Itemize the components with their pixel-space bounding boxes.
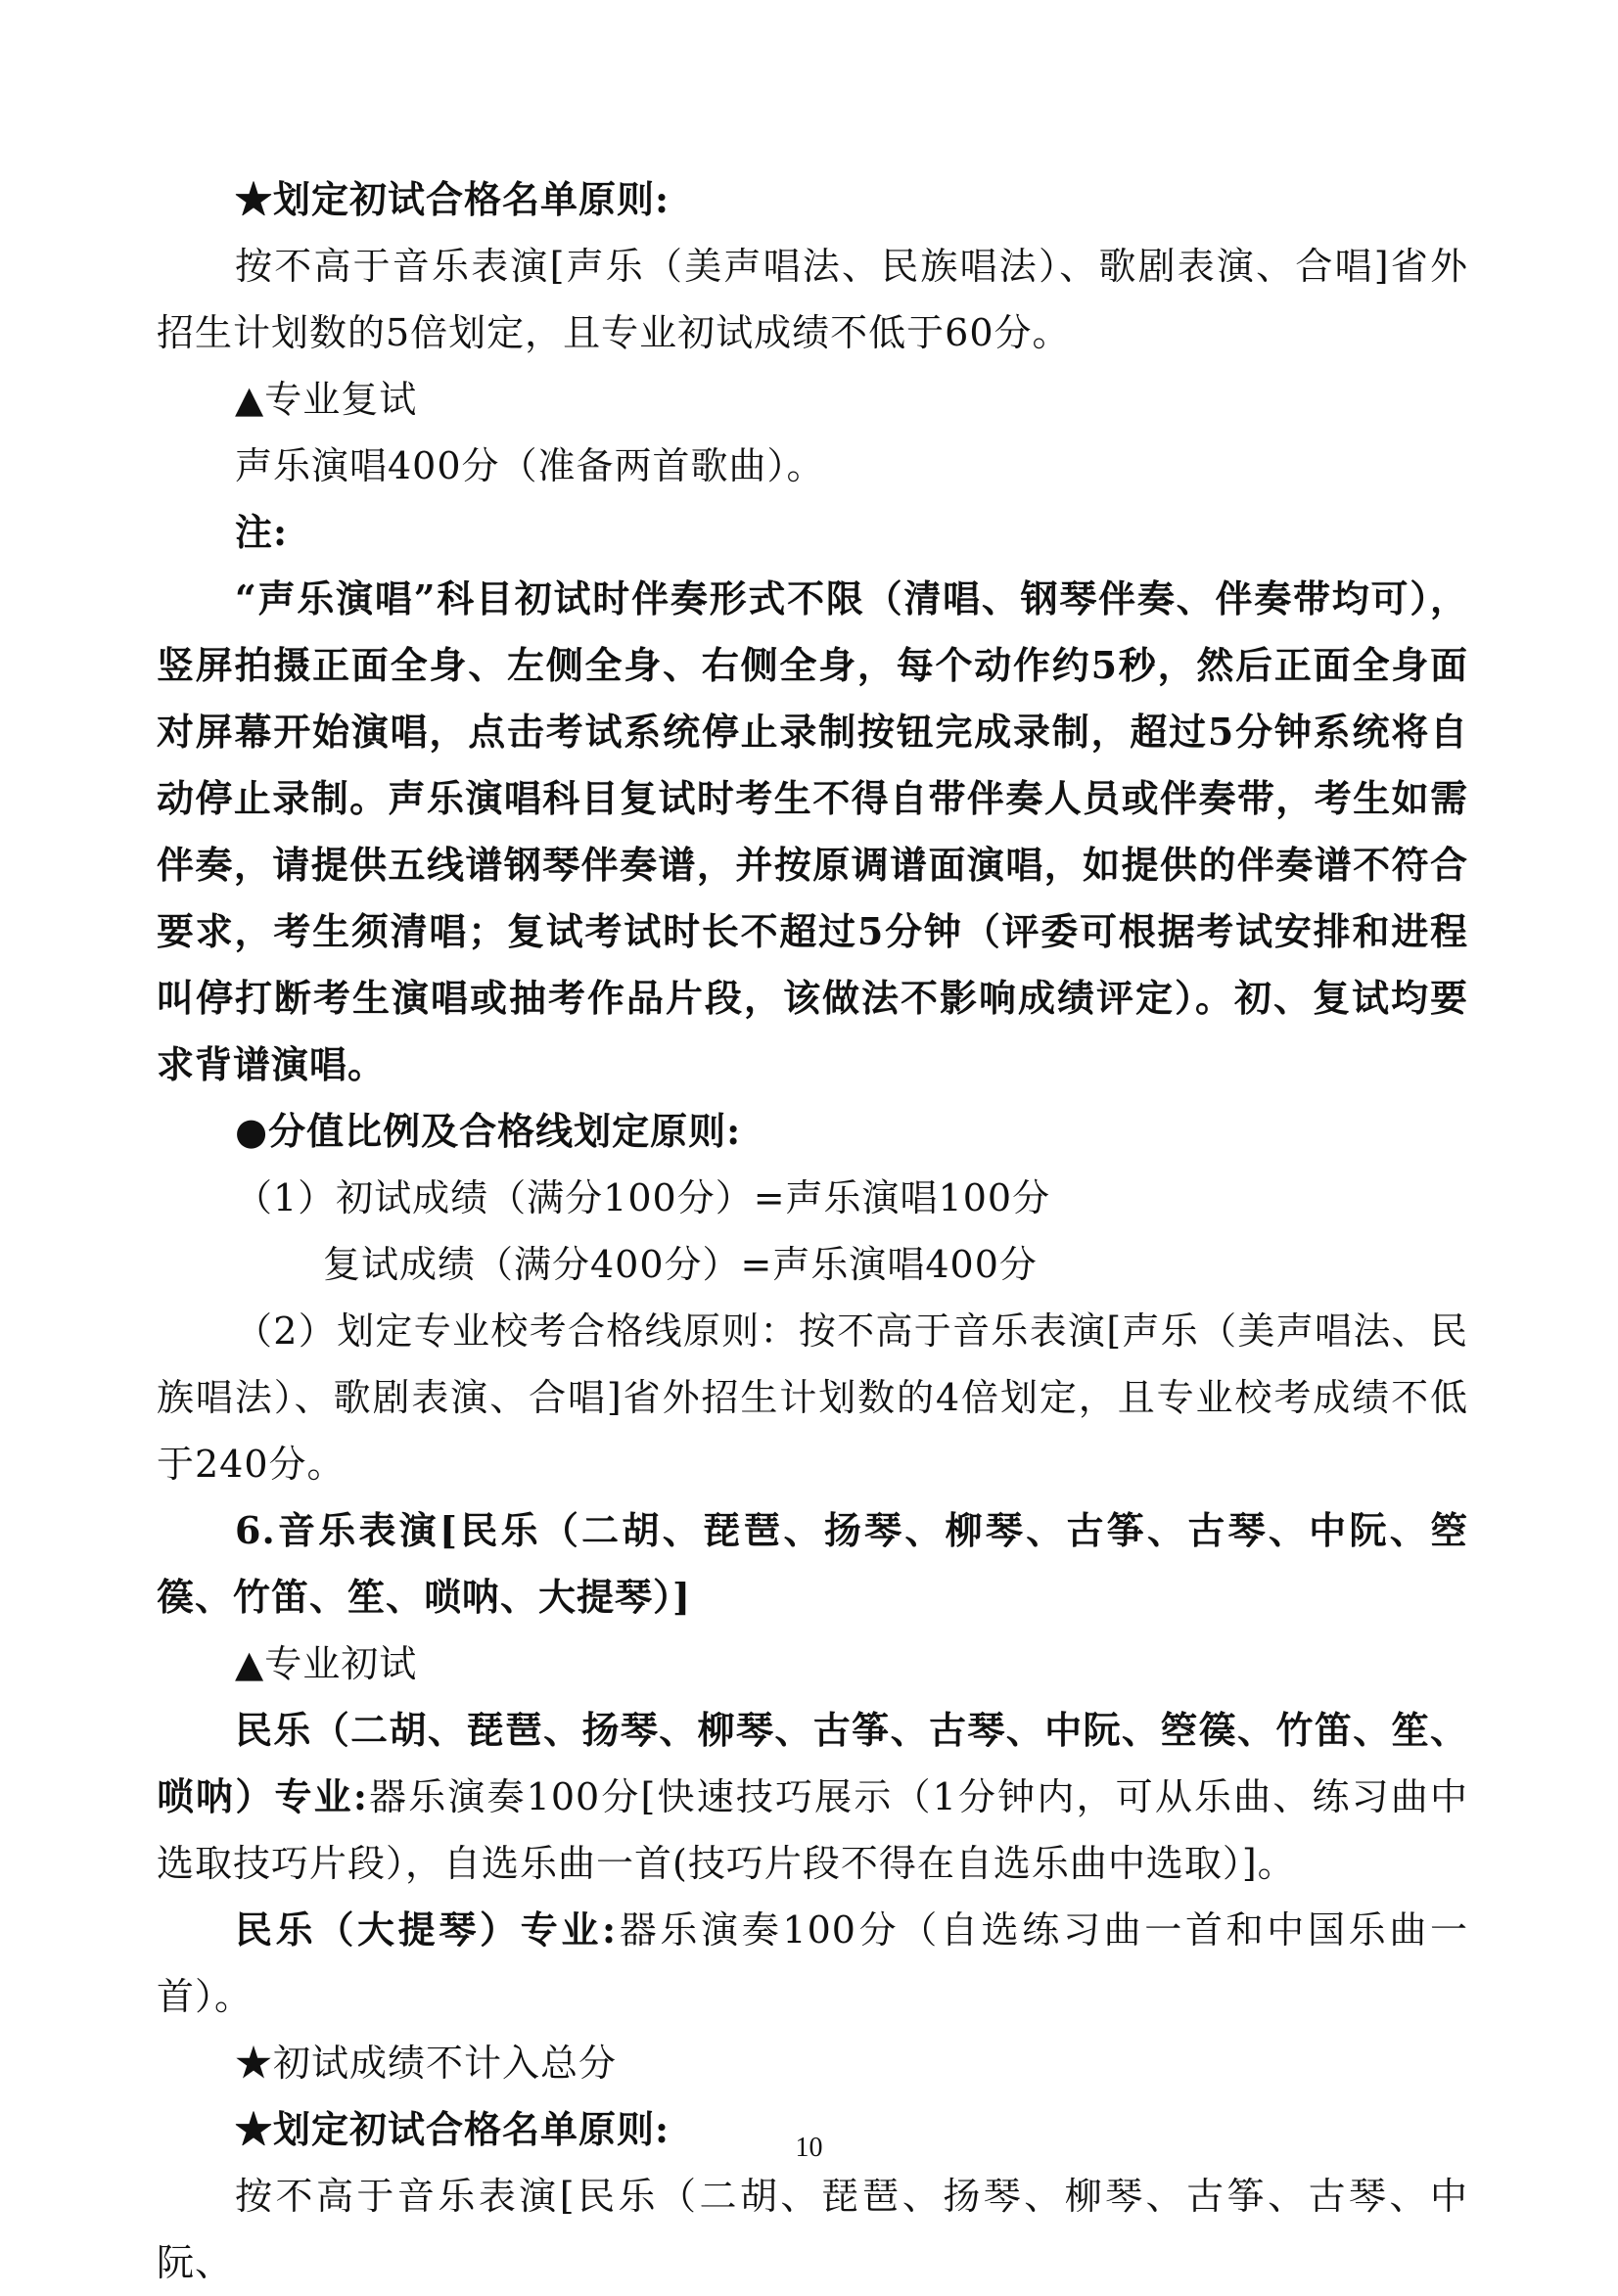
text-folk-instruments: 器乐演奏100分[快速技巧展示（1分钟内，可从乐曲、练习曲中选取技巧片段），自选乐曲一首(技巧片段不得在自选乐曲中选取）]。	[157, 1775, 1468, 1885]
paragraph-pass-line-principle: （2）划定专业校考合格线原则：按不高于音乐表演[声乐（美声唱法、民族唱法）、歌剧表演、合唱]省外招生计划数的4倍划定，且专业校考成绩不低于240分。	[157, 1309, 1468, 1486]
page-number: 10	[795, 2133, 823, 2163]
subheading-professional-initial-test: ▲专业初试	[235, 1642, 418, 1685]
heading-initial-pass-principle: ★划定初试合格名单原则:	[235, 177, 670, 221]
paragraph-retest-score-ratio: 复试成绩（满分400分）=声乐演唱400分	[323, 1243, 1038, 1286]
paragraph-initial-score: （1）初试成绩（满分100分）=声乐演唱100分	[235, 1176, 1051, 1219]
label-cello: 民乐（大提琴）专业:	[235, 1907, 618, 1952]
subheading-professional-retest: ▲专业复试	[235, 378, 418, 421]
paragraph-folk-instruments	[157, 1697, 1468, 1897]
text-cello: 器乐演奏100分（自选练习曲一首和中国乐曲一首）。	[157, 1908, 1468, 2018]
label-folk-instruments: 民乐（二胡、琵琶、扬琴、柳琴、古筝、古琴、中阮、箜篌、竹笛、笙、唢呐）专业:	[157, 1708, 1468, 1818]
heading-initial-pass-principle-2: ★划定初试合格名单原则:	[235, 2107, 670, 2151]
paragraph-cello	[157, 1897, 1468, 2030]
paragraph-initial-pass-rule-2: 按不高于音乐表演[民乐（二胡、琵琶、扬琴、柳琴、古筝、古琴、中阮、	[157, 2175, 1468, 2284]
paragraph-initial-not-counted: ★初试成绩不计入总分	[235, 2042, 618, 2085]
paragraph-initial-pass-rule: 按不高于音乐表演[声乐（美声唱法、民族唱法）、歌剧表演、合唱]省外招生计划数的5倍划定，且专业初试成绩不低于60分。	[157, 245, 1468, 354]
paragraph-retest-score: 声乐演唱400分（准备两首歌曲）。	[235, 444, 825, 487]
section-heading-folk-music: 6.音乐表演[民乐（二胡、琵琶、扬琴、柳琴、古筝、古琴、中阮、箜篌、竹笛、笙、唢呐、大提琴）]	[157, 1508, 1468, 1619]
heading-note: 注:	[235, 510, 289, 554]
paragraph-vocal-note: “声乐演唱”科目初试时伴奏形式不限（清唱、钢琴伴奏、伴奏带均可），竖屏拍摄正面全身、左侧全身、右侧全身，每个动作约5秒，然后正面全身面对屏幕开始演唱，点击考试系统停止录制按钮完成录制，超过5分钟系统将自动停止录制。声乐演唱科目复试时考生不得自带伴奏人员或伴奏带，考生如需伴奏，请提供五线谱钢琴伴奏谱，并按原调谱面演唱，如提供的伴奏谱不符合要求，考生须清唱；复试考试时长不超过5分钟（评委可根据考试安排和进程叫停打断考生演唱或抽考作品片段，该做法不影响成绩评定）。初、复试均要求背谱演唱。	[157, 576, 1468, 1086]
heading-score-ratio: ●分值比例及合格线划定原则:	[235, 1109, 742, 1153]
page-content	[157, 166, 1468, 2296]
